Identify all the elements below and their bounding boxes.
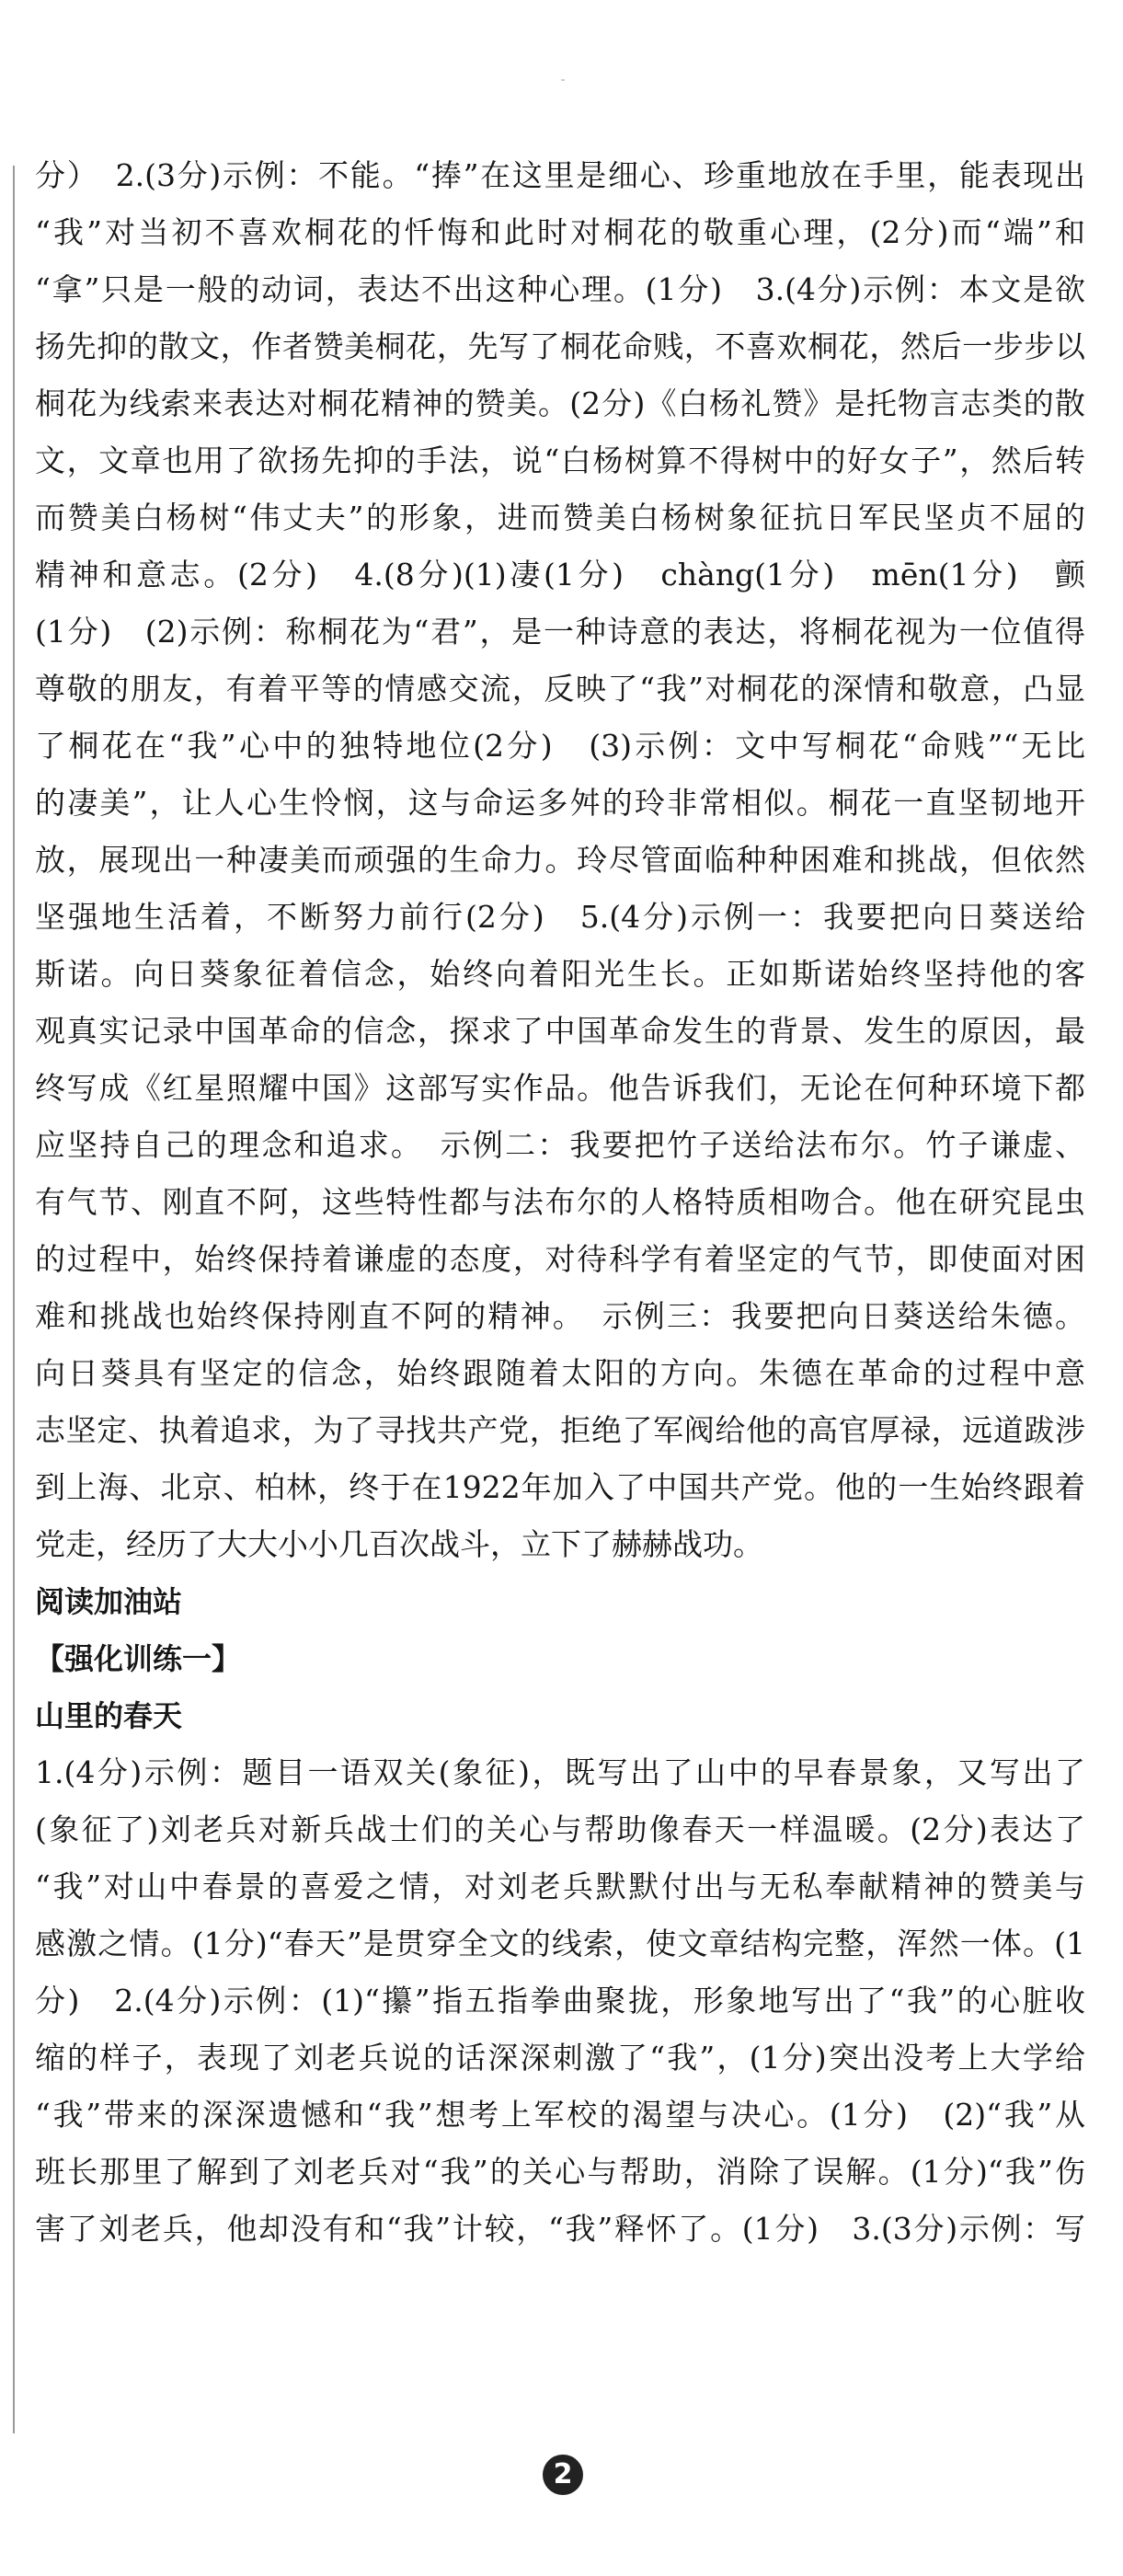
text-line: 终写成《红星照耀中国》这部写实作品。他告诉我们，无论在何种环境下都 <box>35 1070 1085 1106</box>
text-line: 桐花为线索来表达对桐花精神的赞美。(2分)《白杨礼赞》是托物言志类的散 <box>35 385 1085 421</box>
text-line: 分） 2.(3分)示例：不能。“捧”在这里是细心、珍重地放在手里，能表现出 <box>35 157 1085 193</box>
text-line: 1.(4分)示例：题目一语双关(象征)，既写出了山中的早春景象，又写出了 <box>35 1754 1085 1790</box>
text-line: 分) 2.(4分)示例：(1)“攥”指五指拳曲聚拢，形象地写出了“我”的心脏收 <box>35 1983 1085 2018</box>
text-line: “我”对山中春景的喜爱之情，对刘老兵默默付出与无私奉献精神的赞美与 <box>35 1869 1085 1904</box>
page-number-badge: 2 <box>543 2455 583 2495</box>
text-line: 班长那里了解到了刘老兵对“我”的关心与帮助，消除了误解。(1分)“我”伤 <box>35 2154 1085 2190</box>
text-line: 有气节、刚直不阿，这些特性都与法布尔的人格特质相吻合。他在研究昆虫 <box>35 1184 1085 1220</box>
text-line: 尊敬的朋友，有着平等的情感交流，反映了“我”对桐花的深情和敬意，凸显 <box>35 671 1085 707</box>
text-line: (1分) (2)示例：称桐花为“君”，是一种诗意的表达，将桐花视为一位值得 <box>35 614 1085 650</box>
text-line: 文，文章也用了欲扬先抑的手法，说“白杨树算不得树中的好女子”，然后转 <box>35 443 1085 478</box>
text-line: 的过程中，始终保持着谦虚的态度，对待科学有着坚定的气节，即使面对困 <box>35 1241 1085 1277</box>
text-line: 向日葵具有坚定的信念，始终跟随着太阳的方向。朱德在革命的过程中意 <box>35 1355 1085 1391</box>
text-line: 坚强地生活着，不断努力前行(2分) 5.(4分)示例一：我要把向日葵送给 <box>35 899 1085 935</box>
text-line: 斯诺。向日葵象征着信念，始终向着阳光生长。正如斯诺始终坚持他的客 <box>35 956 1085 992</box>
text-line: 难和挑战也始终保持刚直不阿的精神。 示例三：我要把向日葵送给朱德。 <box>35 1298 1085 1334</box>
text-line: 缩的样子，表现了刘老兵说的话深深刺激了“我”，(1分)突出没考上大学给 <box>35 2040 1085 2076</box>
training-title: 【强化训练一】 <box>35 1641 242 1676</box>
scan-mark <box>561 79 565 81</box>
section-title: 阅读加油站 <box>35 1584 183 1619</box>
text-line: 了桐花在“我”心中的独特地位(2分) (3)示例：文中写桐花“命贱”“无比 <box>35 728 1085 764</box>
text-line: 应坚持自己的理念和追求。 示例二：我要把竹子送给法布尔。竹子谦虚、 <box>35 1127 1085 1163</box>
text-line: “我”对当初不喜欢桐花的忏悔和此时对桐花的敬重心理，(2分)而“端”和 <box>35 214 1085 250</box>
text-line: 扬先抑的散文，作者赞美桐花，先写了桐花命贱，不喜欢桐花，然后一步步以 <box>35 328 1085 364</box>
text-line: 放，展现出一种凄美而顽强的生命力。玲尽管面临种种困难和挑战，但依然 <box>35 842 1085 878</box>
text-line: 而赞美白杨树“伟丈夫”的形象，进而赞美白杨树象征抗日军民坚贞不屈的 <box>35 500 1085 535</box>
text-line: “我”带来的深深遗憾和“我”想考上军校的渴望与决心。(1分) (2)“我”从 <box>35 2097 1085 2133</box>
text-line: 观真实记录中国革命的信念，探求了中国革命发生的背景、发生的原因，最 <box>35 1013 1085 1049</box>
text-line: 精神和意志。(2分) 4.(8分)(1)凄(1分) chàng(1分) mēn(1分) 颤 <box>35 557 1085 592</box>
text-line: 的凄美”，让人心生怜悯，这与命运多舛的玲非常相似。桐花一直坚韧地开 <box>35 785 1085 821</box>
text-line: 志坚定、执着追求，为了寻找共产党，拒绝了军阀给他的高官厚禄，远道跋涉 <box>35 1412 1085 1448</box>
text-line: “拿”只是一般的动词，表达不出这种心理。(1分) 3.(4分)示例：本文是欲 <box>35 271 1085 307</box>
text-line: 感激之情。(1分)“春天”是贯穿全文的线索，使文章结构完整，浑然一体。(1 <box>35 1926 1085 1961</box>
article-title: 山里的春天 <box>35 1698 183 1733</box>
text-line: 害了刘老兵，他却没有和“我”计较，“我”释怀了。(1分) 3.(3分)示例：写 <box>35 2211 1085 2247</box>
answers-block-1 <box>35 147 1085 1573</box>
text-line: (象征了)刘老兵对新兵战士们的关心与帮助像春天一样温暖。(2分)表达了 <box>35 1811 1085 1847</box>
answer-column <box>35 147 1085 2258</box>
text-line: 党走，经历了大大小小几百次战斗，立下了赫赫战功。 <box>35 1526 763 1562</box>
left-margin-rule <box>13 166 15 2433</box>
text-line: 到上海、北京、柏林，终于在1922年加入了中国共产党。他的一生始终跟着 <box>35 1469 1085 1505</box>
answers-block-2 <box>35 1744 1085 2258</box>
